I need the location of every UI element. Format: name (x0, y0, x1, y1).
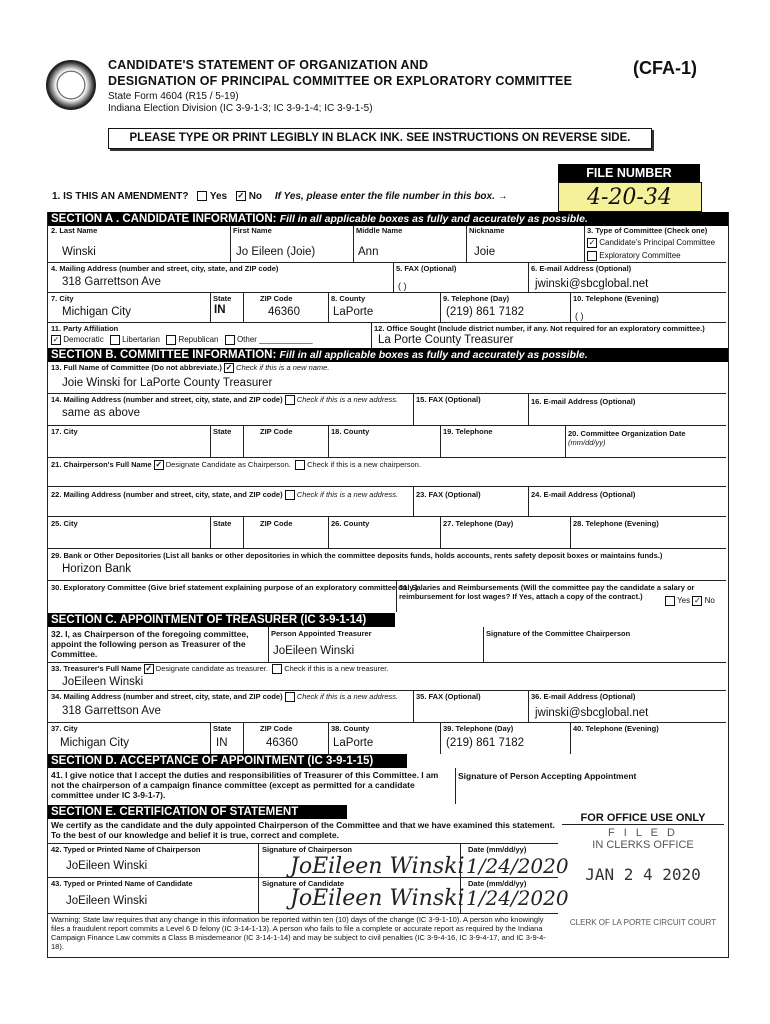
treasurer-mail-value[interactable]: 318 Garrettson Ave (62, 705, 161, 717)
file-number-box[interactable] (558, 182, 702, 212)
file-number-header: FILE NUMBER (558, 164, 700, 182)
chair-signature: JoEileen Winski (290, 854, 465, 879)
committee-state-label: State (213, 427, 232, 436)
city-label: 7. City (51, 294, 74, 303)
party-republican-checkbox[interactable] (166, 335, 176, 345)
section-a-header: SECTION A . CANDIDATE INFORMATION: Fill in all applicable boxes as fully and accurately as possible. (48, 212, 728, 226)
chair-zip-label: ZIP Code (260, 519, 293, 528)
sig-chair-label: Signature of the Committee Chairperson (486, 629, 631, 638)
middle-name-value[interactable]: Ann (358, 246, 379, 258)
treasurer-email-value[interactable]: jwinski@sbcglobal.net (535, 707, 649, 719)
party-options: ✓ Democratic Libertarian Republican Other ____________ (52, 335, 313, 345)
chair-county-label: 26. County (331, 519, 370, 528)
committee-mail-label: 14. Mailing Address (number and street, city, state, and ZIP code) Check if this is a new address. (51, 395, 399, 404)
form-number: State Form 4604 (R15 / 5-19) (108, 91, 239, 102)
bank-value[interactable]: Horizon Bank (62, 563, 132, 575)
last-name-value[interactable]: Winski (62, 246, 96, 258)
cert-date-label: Date (mm/dd/yy) (468, 845, 527, 854)
type-exploratory-row[interactable]: Exploratory Committee (587, 251, 681, 261)
treasurer-fax-label: 35. FAX (Optional) (416, 692, 481, 701)
committee-fax-label: 15. FAX (Optional) (416, 395, 481, 404)
form-title-line2: DESIGNATION OF PRINCIPAL COMMITTEE OR EXPLORATORY COMMITTEE (108, 74, 573, 88)
cert-chair-label: 42. Typed or Printed Name of Chairperson (51, 845, 201, 854)
treasurer-tel-value[interactable]: (219) 861 7182 (446, 737, 525, 749)
email-value[interactable]: jwinski@sbcglobal.net (535, 278, 649, 290)
treasurer-state-value[interactable]: IN (216, 737, 228, 749)
filed-date-stamp: JAN 2 4 2020 (585, 865, 701, 884)
party-label: 11. Party Affiliation (51, 324, 119, 333)
certification-statement: We certify as the candidate and the duly appointed Chairperson of the Committee and that we have examined this statement. To the best of our knowledge and belief it is true, correct and complete. (51, 820, 555, 840)
committee-email-label: 16. E-mail Address (Optional) (531, 397, 636, 406)
instructions-banner: PLEASE TYPE OR PRINT LEGIBLY IN BLACK INK. SEE INSTRUCTIONS ON REVERSE SIDE. (108, 128, 652, 149)
office-sought-label: 12. Office Sought (Include district number, if any. Not required for an exploratory committee.) (374, 324, 705, 333)
first-name-label: First Name (233, 226, 272, 235)
treasurer-name-value[interactable]: JoEileen Winski (62, 676, 144, 688)
cert-sig-chair-label: Signature of Chairperson (262, 845, 353, 854)
fax-label: 5. FAX (Optional) (396, 264, 457, 273)
treasurer-zip-label: ZIP Code (260, 724, 293, 733)
telephone-evening-label: 10. Telephone (Evening) (573, 294, 659, 303)
chair-tel-eve-label: 28. Telephone (Evening) (573, 519, 659, 528)
party-libertarian-checkbox[interactable] (110, 335, 120, 345)
state-seal-icon (46, 60, 96, 110)
chair-city-label: 25. City (51, 519, 78, 528)
fax-value[interactable]: ( ) (398, 281, 407, 291)
treasurer-county-label: 38. County (331, 724, 370, 733)
chair-tel-day-label: 27. Telephone (Day) (443, 519, 514, 528)
section-e-header: SECTION E. CERTIFICATION OF STATEMENT (48, 805, 347, 819)
chair-state-label: State (213, 519, 232, 528)
division: Indiana Election Division (IC 3-9-1-3; IC 3-9-1-4; IC 3-9-1-5) (108, 103, 373, 114)
chair-date-value[interactable]: 1/24/2020 (466, 854, 569, 878)
salary-options: Yes ✓ No (665, 596, 715, 606)
committee-city-label: 17. City (51, 427, 78, 436)
telephone-evening-value[interactable]: ( ) (575, 311, 584, 321)
salaries-label: 31. Salaries and Reimbursements (Will the committee pay the candidate a salary or reimbursement for lost wages? If Yes, attach a copy of the contract.) (399, 583, 695, 601)
committee-name-label: 13. Full Name of Committee (Do not abbreviate.) ✓ Check if this is a new name. (51, 363, 330, 373)
committee-zip-label: ZIP Code (260, 427, 293, 436)
committee-county-label: 18. County (331, 427, 370, 436)
amendment-yes-checkbox[interactable] (197, 191, 207, 201)
salary-no-checkbox[interactable]: ✓ (694, 596, 701, 605)
section-c-header: SECTION C. APPOINTMENT OF TREASURER (IC 3-9-1-14) (48, 613, 395, 627)
treasurer-county-value[interactable]: LaPorte (333, 737, 374, 749)
court-stamp: CLERK OF LA PORTE CIRCUIT COURT (569, 918, 717, 927)
nickname-value[interactable]: Joie (474, 246, 496, 258)
office-use-area (562, 812, 724, 942)
treasurer-email-label: 36. E-mail Address (Optional) (531, 692, 636, 701)
chair-fax-label: 23. FAX (Optional) (416, 490, 481, 499)
telephone-day-label: 9. Telephone (Day) (443, 294, 510, 303)
amendment-no-checkbox[interactable]: ✓ (237, 191, 245, 201)
bank-label: 29. Bank or Other Depositories (List all banks or other depositories in which the committee deposits funds, holds accounts, rents safety deposit boxes or maintains funds.) (51, 551, 663, 560)
state-label: State (213, 294, 232, 303)
zip-value[interactable]: 46360 (268, 306, 300, 318)
acceptance-sig-label: Signature of Person Accepting Appointment (458, 771, 637, 781)
chairperson-row: 21. Chairperson's Full Name ✓ Designate Candidate as Chairperson. Check if this is a new chairperson. (51, 460, 421, 470)
party-other-checkbox[interactable] (225, 335, 235, 345)
cert-candidate-value[interactable]: JoEileen Winski (66, 895, 148, 907)
candidate-date-value[interactable]: 1/24/2020 (466, 886, 569, 910)
form-title-line1: CANDIDATE'S STATEMENT OF ORGANIZATION AND (108, 58, 429, 72)
treasurer-city-label: 37. City (51, 724, 78, 733)
treasurer-tel-label: 39. Telephone (Day) (443, 724, 514, 733)
org-date-label: 20. Committee Organization Date (mm/dd/yy) (568, 429, 686, 447)
cert-date2-label: Date (mm/dd/yy) (468, 879, 527, 888)
mailing-address-label: 4. Mailing Address (number and street, city, state, and ZIP code) (51, 264, 279, 273)
telephone-day-value[interactable]: (219) 861 7182 (446, 306, 525, 318)
amendment-no-label: No (248, 191, 263, 202)
state-value[interactable]: IN (214, 304, 226, 316)
zip-label: ZIP Code (260, 294, 293, 303)
treasurer-mail-label: 34. Mailing Address (number and street, city, state, and ZIP code) Check if this is a new address. (51, 692, 399, 701)
section-d-header: SECTION D. ACCEPTANCE OF APPOINTMENT (IC 3-9-1-15) (48, 754, 407, 768)
file-number-value: 4-20-34 (587, 185, 672, 210)
appointed-value[interactable]: JoEileen Winski (273, 645, 355, 657)
treasurer-zip-value[interactable]: 46360 (266, 737, 298, 749)
mailing-address-value[interactable]: 318 Garrettson Ave (62, 276, 161, 288)
committee-mail-value[interactable]: same as above (62, 407, 140, 419)
cert-chair-value[interactable]: JoEileen Winski (66, 860, 148, 872)
treasurer-state-label: State (213, 724, 232, 733)
candidate-signature: JoEileen Winski (290, 886, 465, 911)
filed-stamp: F I L E D (608, 827, 678, 839)
amendment-row (52, 191, 508, 202)
treasurer-tel-eve-label: 40. Telephone (Evening) (573, 724, 659, 733)
treasurer-city-value[interactable]: Michigan City (60, 737, 130, 749)
acceptance-statement: 41. I give notice that I accept the duties and responsibilities of Treasurer of this Committee. I am not the chairperson of a campaign finance committee (except as permitted for a candidate committee under IC 3-9-1-7). (51, 770, 439, 800)
committee-type-label: 3. Type of Committee (Check one) (587, 226, 708, 235)
warning-text: Warning: State law requires that any change in this information be reported within ten (10) days of the change (IC 3-9-1-10). A person who knowingly files a fraudulent report commits a Level 6 D felony (IC 3-14-1-13). A person who fails to file a complete or accurate report as required by the Indiana Campaign Finance Law commits a Class B misdemeanor (IC 3-14-1-14) and may be subject to civil penalties (IC 3-9-4-16, IC 3-9-4-17, and IC 3-9-4-18). (51, 915, 546, 951)
county-value[interactable]: LaPorte (333, 306, 374, 318)
appointment-statement: 32. I, as Chairperson of the foregoing committee, appoint the following person as Treasurer of the Committee. (51, 629, 249, 659)
chair-email-label: 24. E-mail Address (Optional) (531, 490, 636, 499)
treasurer-row: 33. Treasurer's Full Name ✓ Designate candidate as treasurer. Check if this is a new treasurer. (51, 664, 389, 674)
clerk-stamp: IN CLERKS OFFICE (592, 839, 694, 851)
first-name-value[interactable]: Jo Eileen (Joie) (236, 246, 316, 258)
office-use-label: FOR OFFICE USE ONLY (562, 812, 724, 825)
nickname-label: Nickname (469, 226, 505, 235)
county-label: 8. County (331, 294, 366, 303)
committee-tel-label: 19. Telephone (443, 427, 493, 436)
party-democratic-checkbox[interactable]: ✓ (52, 335, 60, 344)
cert-candidate-label: 43. Typed or Printed Name of Candidate (51, 879, 193, 888)
last-name-label: 2. Last Name (51, 226, 98, 235)
type-principal-row[interactable]: ✓ Candidate's Principal Committee (588, 238, 716, 248)
email-label: 6. E-mail Address (Optional) (531, 264, 632, 273)
middle-name-label: Middle Name (356, 226, 403, 235)
city-value[interactable]: Michigan City (62, 306, 132, 318)
committee-name-value[interactable]: Joie Winski for LaPorte County Treasurer (62, 377, 273, 389)
amendment-label: 1. IS THIS AN AMENDMENT? (52, 191, 189, 202)
cert-sig-candidate-label: Signature of Candidate (262, 879, 345, 888)
form-code: (CFA-1) (633, 58, 697, 78)
amendment-note: If Yes, please enter the file number in this box. → (274, 191, 508, 202)
appointed-label: Person Appointed Treasurer (271, 629, 372, 638)
amendment-yes-label: Yes (209, 191, 228, 202)
office-sought-value[interactable]: La Porte County Treasurer (378, 334, 514, 346)
chair-mail-label: 22. Mailing Address (number and street, city, state, and ZIP code) Check if this is a new address. (51, 490, 399, 499)
salary-yes-checkbox[interactable] (665, 596, 675, 606)
exploratory-label: 30. Exploratory Committee (Give brief statement explaining purpose of an exploratory committee only.) (51, 583, 418, 592)
section-b-header: SECTION B. COMMITTEE INFORMATION: Fill in all applicable boxes as fully and accurately as possible. (48, 348, 728, 362)
